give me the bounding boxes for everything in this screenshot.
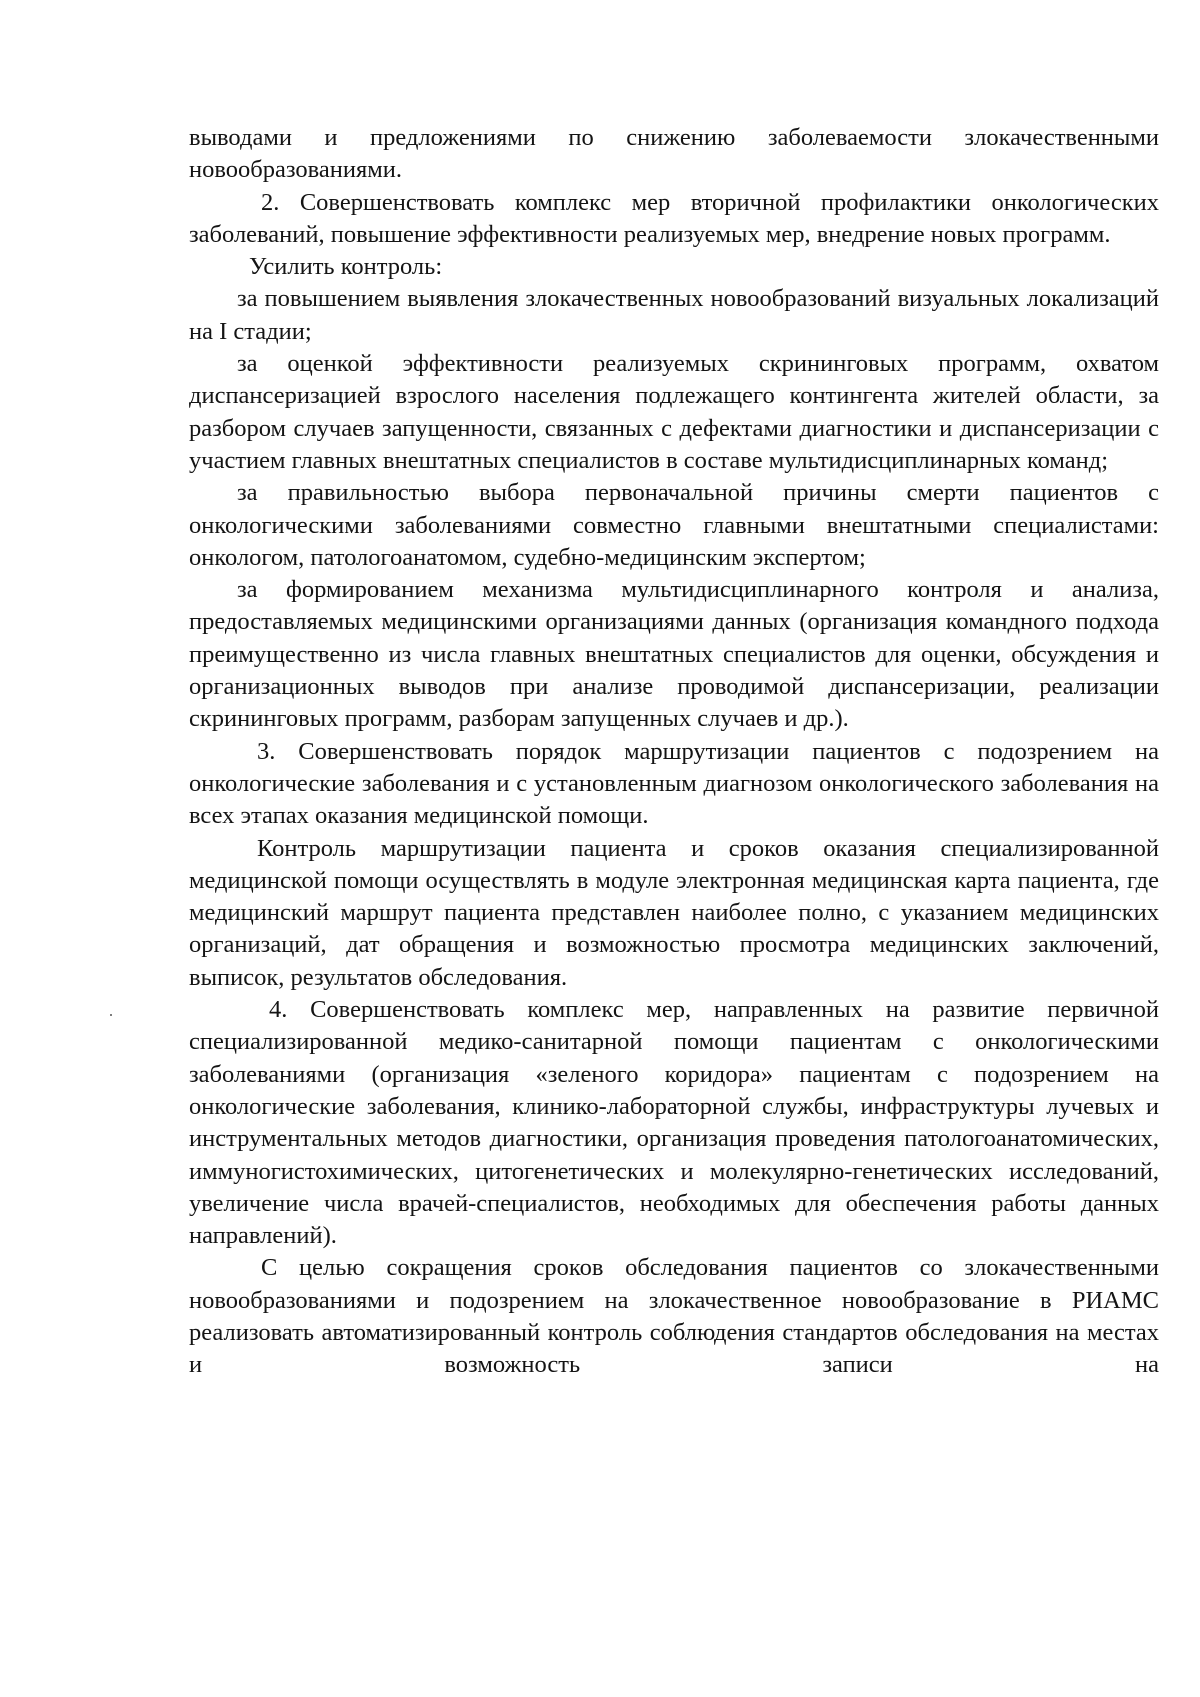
paragraph-control-detection: за повышением выявления злокачественных новообразований визуальных локализаций на I стадии; (189, 285, 1159, 345)
paragraph-routing-control: Контроль маршрутизации пациента и сроков оказания специализированной медицинской помощи осуществлять в модуле электронная медицинская карта пациента, где медицинский маршрут пациента представлен наиболее полно, с указанием медицинских организаций, дат обращения и возможностью просмотра медицинских заключений, выписок, результатов обследования. (189, 834, 1159, 991)
paragraph-control-multidisciplinary: за формированием механизма мультидисциплинарного контроля и анализа, предоставляемых медицинскими организациями данных (организация командного подхода преимущественно из числа главных внештатных специалистов для оценки, обсуждения и организационных выводов при анализе проводимой диспансеризации, реализации скрининговых программ, разборам запущенных случаев и др.). (189, 576, 1159, 733)
document-body (189, 122, 1159, 1382)
paragraph-riams: С целью сокращения сроков обследования пациентов со злокачественными новообразованиями и подозрением на злокачественное новообразование в РИАМС реализовать автоматизированный контроль соблюдения стандартов обследования на местах и возможность записи на (189, 1254, 1159, 1379)
paragraph-item-4: 4. Совершенствовать комплекс мер, направленных на развитие первичной специализированной медико-санитарной помощи пациентам с онкологическими заболеваниями (организация «зеленого коридора» пациентам с подозрением на онкологические заболевания, клинико-лабораторной службы, инфраструктуры лучевых и инструментальных методов диагностики, организация проведения патологоанатомических, иммуногистохимических, цитогенетических и молекулярно-генетических исследований, увеличение числа врачей-специалистов, необходимых для обеспечения работы данных направлений). (189, 996, 1159, 1250)
paragraph-continuation: выводами и предложениями по снижению заболеваемости злокачественными новообразованиями. (189, 124, 1159, 184)
paragraph-item-2: 2. Совершенствовать комплекс мер вторичной профилактики онкологических заболеваний, повышение эффективности реализуемых мер, внедрение новых программ. (189, 188, 1159, 248)
paragraph-item-3: 3. Совершенствовать порядок маршрутизации пациентов с подозрением на онкологические заболевания и с установленным диагнозом онкологического заболевания на всех этапах оказания медицинской помощи. (189, 737, 1159, 830)
scan-speck (110, 1014, 112, 1016)
paragraph-control-death-cause: за правильностью выбора первоначальной причины смерти пациентов с онкологическими заболеваниями совместно главными внештатными специалистами: онкологом, патологоанатомом, судебно-медицинским экспертом; (189, 479, 1159, 571)
paragraph-control-intro: Усилить контроль: (249, 253, 443, 281)
paragraph-control-screening: за оценкой эффективности реализуемых скрининговых программ, охватом диспансеризацией взрослого населения подлежащего контингента жителей области, за разбором случаев запущенности, связанных с дефектами диагностики и диспансеризации с участием главных внештатных специалистов в составе мультидисциплинарных команд; (189, 350, 1159, 474)
